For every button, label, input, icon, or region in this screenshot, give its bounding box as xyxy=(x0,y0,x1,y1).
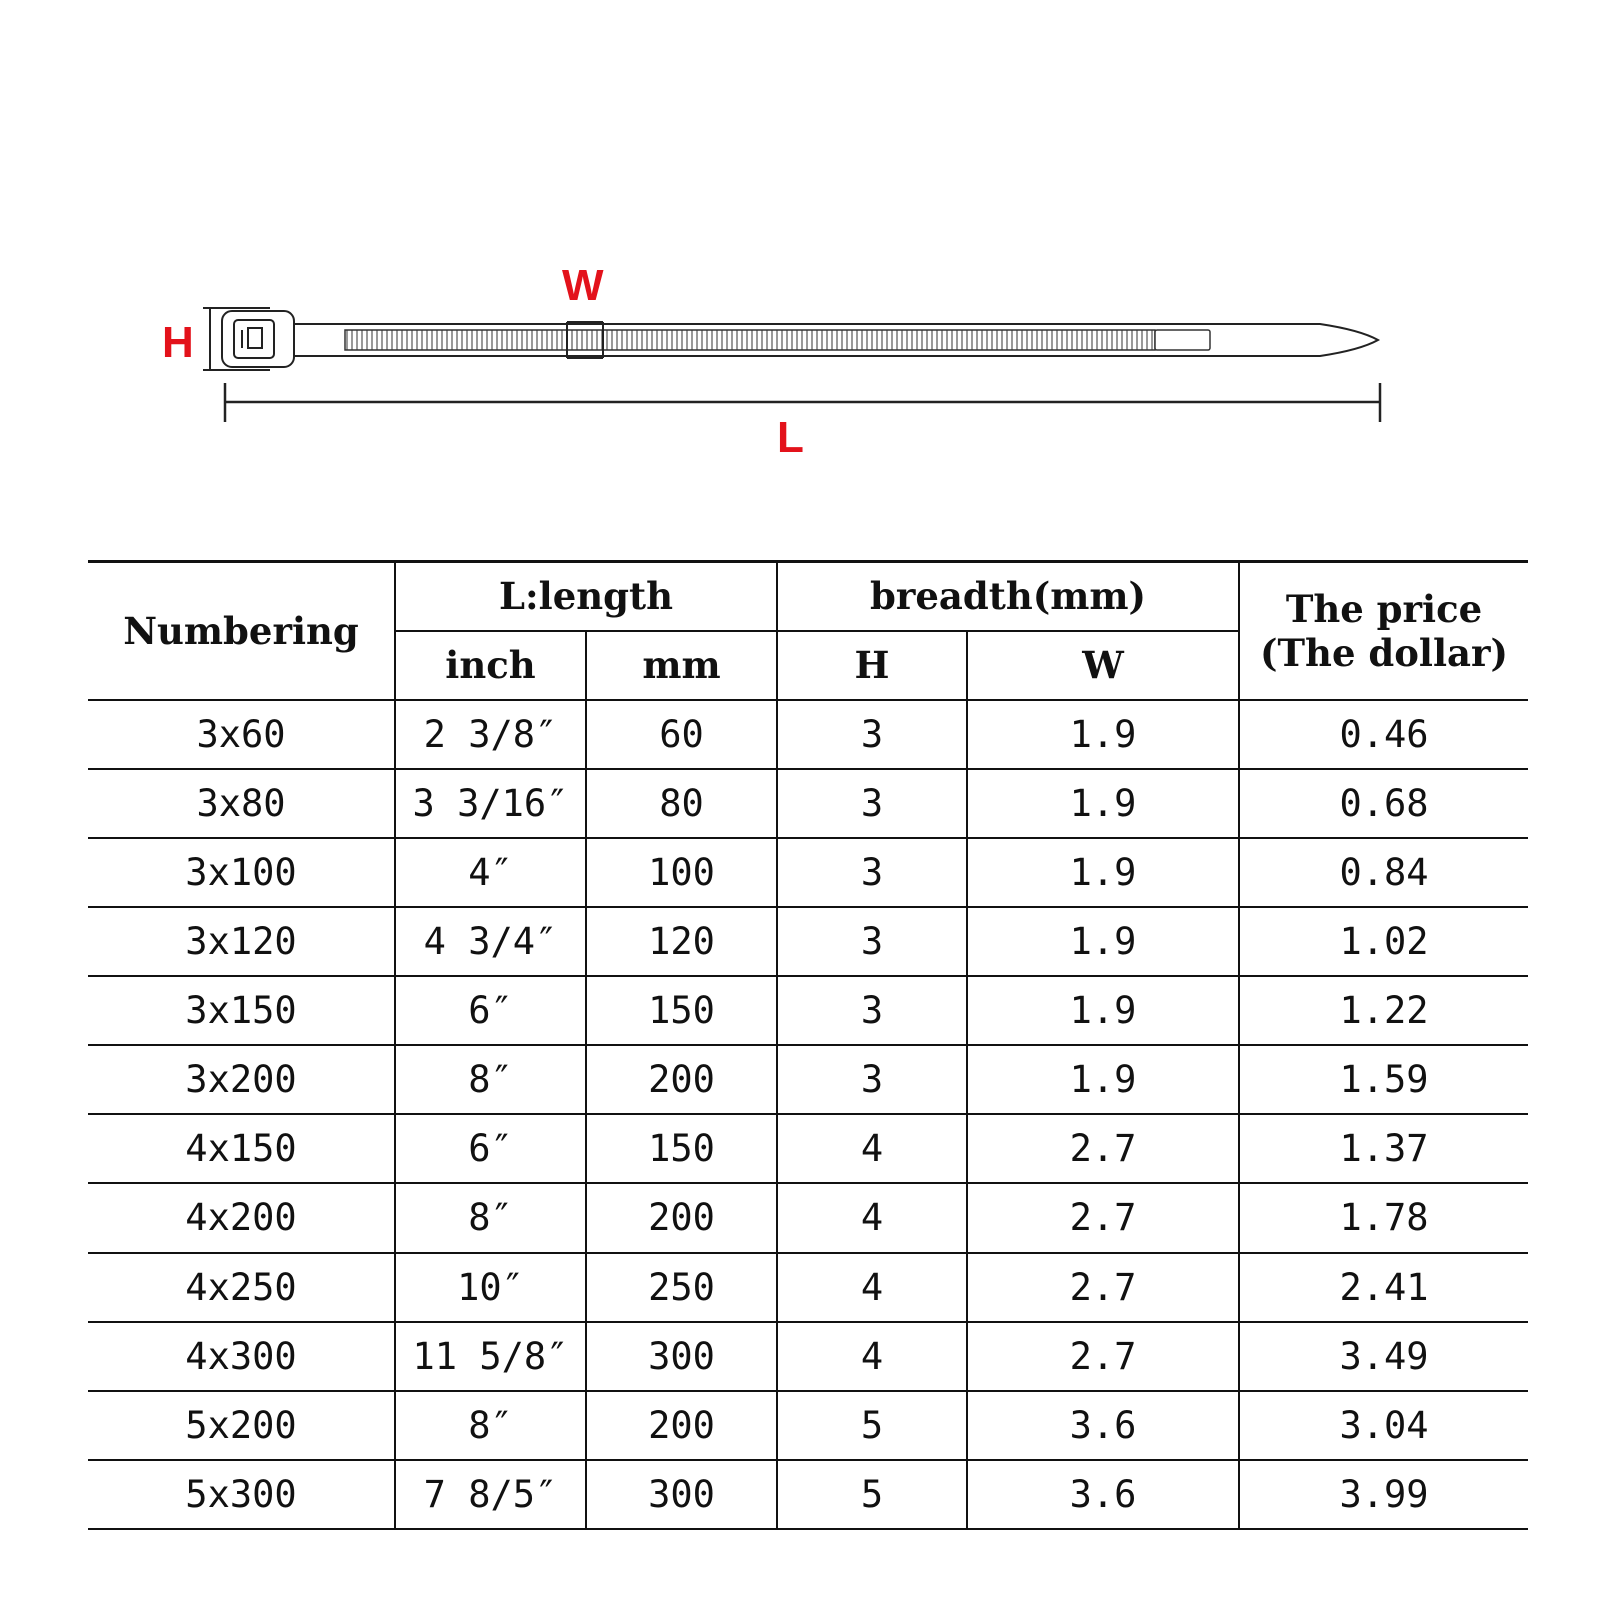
table-row xyxy=(88,1114,1528,1183)
cell-inch: 4″ xyxy=(395,838,586,907)
cell-price: 3.49 xyxy=(1239,1322,1528,1391)
header-inch: inch xyxy=(395,631,586,700)
table-row xyxy=(88,838,1528,907)
cable-tie-head xyxy=(222,311,294,367)
cell-h: 5 xyxy=(777,1391,967,1460)
cell-numbering: 5x200 xyxy=(88,1391,395,1460)
cell-mm: 300 xyxy=(586,1460,777,1529)
cell-inch: 2 3/8″ xyxy=(395,700,586,769)
cell-price: 1.59 xyxy=(1239,1045,1528,1114)
cell-numbering: 3x100 xyxy=(88,838,395,907)
cell-w: 2.7 xyxy=(967,1183,1239,1252)
cell-numbering: 5x300 xyxy=(88,1460,395,1529)
cell-h: 4 xyxy=(777,1322,967,1391)
header-length-group: L:length xyxy=(395,562,777,631)
cell-numbering: 4x200 xyxy=(88,1183,395,1252)
cell-h: 3 xyxy=(777,907,967,976)
cell-h: 3 xyxy=(777,769,967,838)
cell-w: 1.9 xyxy=(967,976,1239,1045)
cell-h: 3 xyxy=(777,1045,967,1114)
cell-mm: 150 xyxy=(586,976,777,1045)
table-row xyxy=(88,769,1528,838)
cell-w: 1.9 xyxy=(967,1045,1239,1114)
table-row xyxy=(88,700,1528,769)
cell-h: 4 xyxy=(777,1183,967,1252)
cell-mm: 80 xyxy=(586,769,777,838)
cell-numbering: 3x60 xyxy=(88,700,395,769)
cell-numbering: 4x250 xyxy=(88,1253,395,1322)
cell-inch: 6″ xyxy=(395,1114,586,1183)
header-numbering: Numbering xyxy=(88,562,395,700)
header-price xyxy=(1239,562,1528,700)
cell-price: 1.37 xyxy=(1239,1114,1528,1183)
cell-inch: 8″ xyxy=(395,1045,586,1114)
cell-mm: 300 xyxy=(586,1322,777,1391)
cell-w: 1.9 xyxy=(967,838,1239,907)
cell-h: 3 xyxy=(777,700,967,769)
cell-price: 2.41 xyxy=(1239,1253,1528,1322)
cell-numbering: 3x80 xyxy=(88,769,395,838)
cell-inch: 7 8/5″ xyxy=(395,1460,586,1529)
header-breadth-group: breadth(mm) xyxy=(777,562,1239,631)
cell-w: 3.6 xyxy=(967,1460,1239,1529)
cell-w: 1.9 xyxy=(967,700,1239,769)
cell-mm: 200 xyxy=(586,1391,777,1460)
cell-w: 1.9 xyxy=(967,907,1239,976)
cell-h: 4 xyxy=(777,1253,967,1322)
cell-numbering: 4x150 xyxy=(88,1114,395,1183)
cell-inch: 10″ xyxy=(395,1253,586,1322)
cell-w: 2.7 xyxy=(967,1322,1239,1391)
cell-price: 0.84 xyxy=(1239,838,1528,907)
table-row xyxy=(88,1253,1528,1322)
cell-price: 0.46 xyxy=(1239,700,1528,769)
cell-price: 3.04 xyxy=(1239,1391,1528,1460)
cell-w: 3.6 xyxy=(967,1391,1239,1460)
cell-w: 1.9 xyxy=(967,769,1239,838)
table-row xyxy=(88,976,1528,1045)
cell-price: 3.99 xyxy=(1239,1460,1528,1529)
cell-mm: 200 xyxy=(586,1045,777,1114)
cell-inch: 8″ xyxy=(395,1183,586,1252)
table-row xyxy=(88,1045,1528,1114)
cell-mm: 120 xyxy=(586,907,777,976)
cell-numbering: 3x150 xyxy=(88,976,395,1045)
table-row xyxy=(88,907,1528,976)
cell-mm: 150 xyxy=(586,1114,777,1183)
cell-numbering: 4x300 xyxy=(88,1322,395,1391)
label-l: L xyxy=(777,413,804,462)
label-w: W xyxy=(562,261,604,310)
cell-h: 3 xyxy=(777,976,967,1045)
header-w: W xyxy=(967,631,1239,700)
table-row xyxy=(88,1391,1528,1460)
cable-tie-strap xyxy=(294,324,1378,356)
cell-price: 1.02 xyxy=(1239,907,1528,976)
table-row xyxy=(88,1183,1528,1252)
table-row xyxy=(88,1322,1528,1391)
cell-inch: 3 3/16″ xyxy=(395,769,586,838)
header-price-line2: (The dollar) xyxy=(1260,630,1509,675)
cell-h: 4 xyxy=(777,1114,967,1183)
header-h: H xyxy=(777,631,967,700)
cell-w: 2.7 xyxy=(967,1114,1239,1183)
cell-price: 0.68 xyxy=(1239,769,1528,838)
cell-inch: 6″ xyxy=(395,976,586,1045)
label-h: H xyxy=(162,318,194,367)
cell-mm: 200 xyxy=(586,1183,777,1252)
cell-price: 1.78 xyxy=(1239,1183,1528,1252)
cell-price: 1.22 xyxy=(1239,976,1528,1045)
cell-inch: 11 5/8″ xyxy=(395,1322,586,1391)
cell-w: 2.7 xyxy=(967,1253,1239,1322)
cell-h: 3 xyxy=(777,838,967,907)
cell-numbering: 3x200 xyxy=(88,1045,395,1114)
cell-mm: 60 xyxy=(586,700,777,769)
table-row xyxy=(88,1460,1528,1529)
cell-mm: 100 xyxy=(586,838,777,907)
cable-tie-diagram xyxy=(0,0,1600,480)
cell-numbering: 3x120 xyxy=(88,907,395,976)
cell-inch: 8″ xyxy=(395,1391,586,1460)
cell-h: 5 xyxy=(777,1460,967,1529)
cell-mm: 250 xyxy=(586,1253,777,1322)
header-price-line1: The price xyxy=(1285,586,1483,631)
spec-table xyxy=(88,560,1528,1530)
header-mm: mm xyxy=(586,631,777,700)
cell-inch: 4 3/4″ xyxy=(395,907,586,976)
